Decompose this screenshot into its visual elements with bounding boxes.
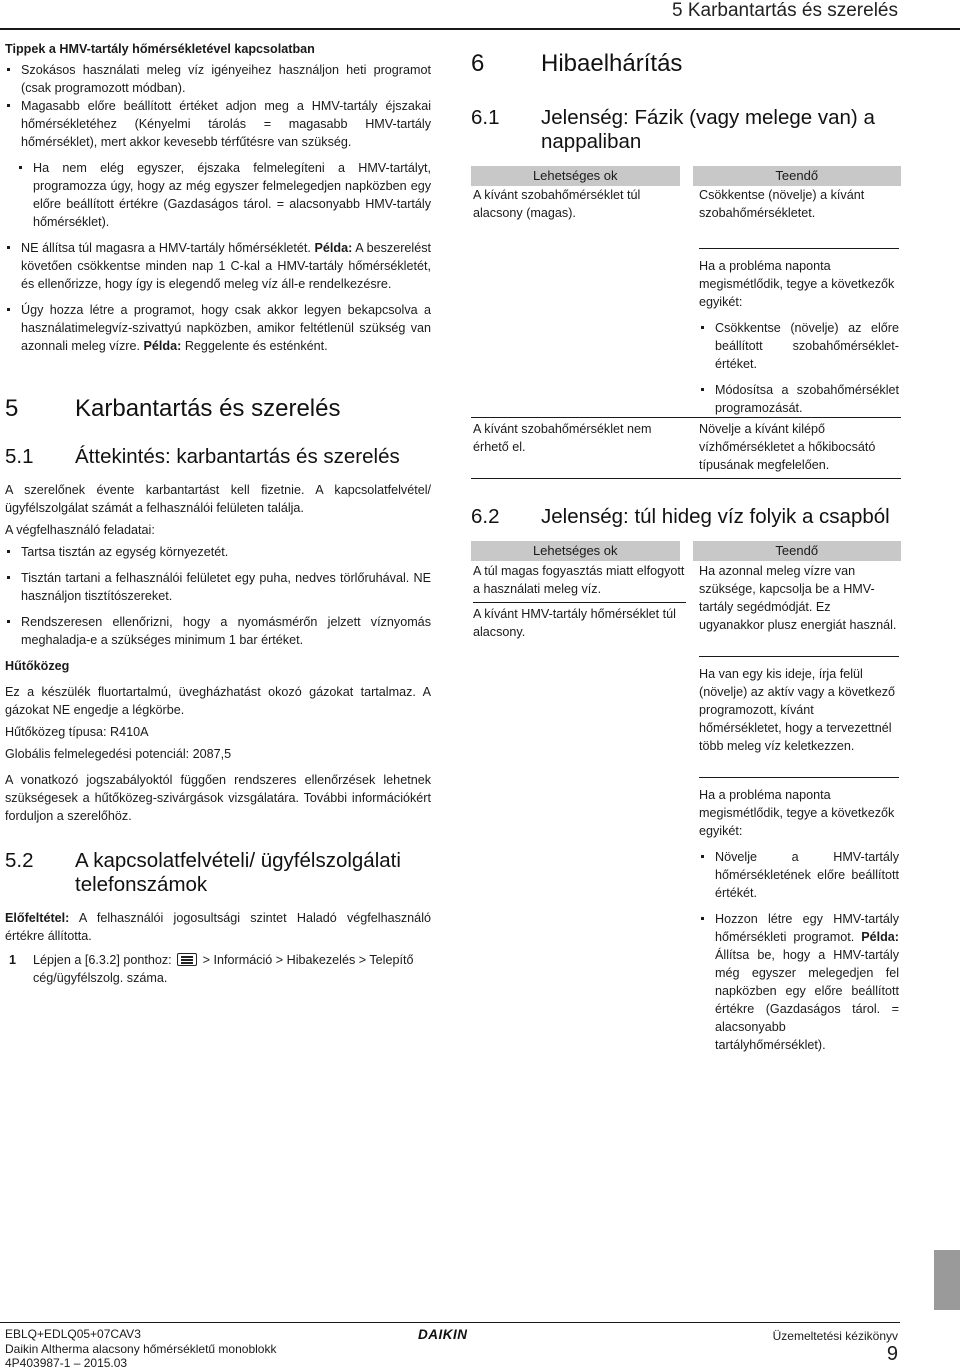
- paragraph: Globális felmelegedési potenciál: 2087,5: [5, 747, 232, 761]
- table-row: [471, 186, 901, 418]
- item-text: A beszerelést követően csökkentse minden nap 1 C-kal a HMV-tartály hőmérsékletét, és ellenőrizze, hogy így is elegendő meleg víz áll-e rendelkezésre.: [21, 241, 431, 291]
- table-cell-action: [686, 561, 901, 1054]
- table-cell-cause: A kívánt szobahőmérséklet túl alacsony (magas).: [471, 186, 686, 418]
- list-item: Tisztán tartani a felhasználói felületet egy puha, nedves törlőruhával. NE használjon tisztítószereket.: [5, 569, 431, 605]
- table-cell-action: Növelje a kívánt kilépő vízhőmérsékletet a hőkibocsátó típusának megfelelően.: [686, 418, 901, 479]
- paragraph: A végfelhasználó feladatai:: [5, 523, 155, 537]
- footer-info: [5, 1327, 276, 1370]
- tips-title: Tippek a HMV-tartály hőmérsékletével kapcsolatban: [5, 42, 315, 56]
- action-text: Ha a probléma naponta megismétlődik, tegye a következők egyikét:: [699, 788, 895, 838]
- list-item: Ha nem elég egyszer, éjszaka felmelegíteni a HMV-tartályt, programozza úgy, hogy az még egyszer felmelegedjen napközben egy előre beállított értékre (Gazdaságos tárol. = alacsonyabb HMV-tartály hőmérséklet).: [17, 159, 431, 231]
- troubleshoot-table-2: [471, 541, 901, 1054]
- table-cell-cause: A kívánt szobahőmérséklet nem érhető el.: [471, 418, 686, 479]
- footer-manual-title: Üzemeltetési kézikönyv: [772, 1329, 898, 1343]
- action-block: Ha van egy kis ideje, írja felül (növelje) az aktív vagy a következő programozott, kívánt hőmérsékletet, hogy a tervezettnél több meleg víz keletkezzen.: [699, 657, 899, 778]
- prerequisite: [5, 909, 431, 945]
- header-rule: [0, 28, 960, 30]
- step-text-a: Lépjen a [6.3.2] ponthoz:: [33, 953, 172, 967]
- paragraph: A vonatkozó jogszabályoktól függően rendszeres ellenőrzések lehetnek szükségesek a hűtőközeg-szivárgások vizsgálatára. További információkért forduljon a szerelőhöz.: [5, 773, 431, 823]
- list-item: Magasabb előre beállított értéket adjon meg a HMV-tartály éjszakai hőmérsékletéhez (Kényelmi tárolás = magasabb HMV-tartály hőmérséklet), mert akkor kevesebb térfűtésre van szükség.: [5, 97, 431, 151]
- menu-icon: [177, 953, 197, 966]
- list-item: Szokásos használati meleg víz igényeihez használjon heti programot (csak programozott módban).: [5, 61, 431, 97]
- footer-model: EBLQ+EDLQ05+07CAV3: [5, 1327, 141, 1341]
- paragraph: Hűtőközeg típusa: R410A: [5, 725, 149, 739]
- section-title: Jelenség: túl hideg víz folyik a csapból: [541, 505, 890, 528]
- paragraph: Ez a készülék fluortartalmú, üvegházhatást okozó gázokat tartalmaz. A gázokat NE engedje a légkörbe.: [5, 685, 431, 717]
- column-header-cause: Lehetséges ok: [471, 166, 686, 186]
- section-number: 5.2: [5, 849, 34, 872]
- list-item: Csökkentse (növelje) az előre beállított szobahőmérséklet-értéket.: [699, 319, 899, 373]
- table-row: [471, 418, 901, 479]
- side-tab-marker: [934, 1250, 960, 1310]
- footer-rule: [0, 1322, 900, 1323]
- example-label: Példa:: [143, 339, 182, 353]
- footer-product: Daikin Altherma alacsony hőmérsékletű monoblokk: [5, 1341, 277, 1356]
- section-title: A kapcsolatfelvételi/ ügyfélszolgálati telefonszámok: [75, 849, 401, 896]
- section-number: 6.2: [471, 505, 500, 528]
- section-5-2-heading: [5, 849, 431, 897]
- prerequisite-label: Előfeltétel:: [5, 911, 70, 925]
- column-header-action: Teendő: [686, 166, 901, 186]
- action-block: Csökkentse (növelje) a kívánt szobahőmérsékletet.: [699, 186, 899, 249]
- prerequisite-text: A felhasználói jogosultsági szintet Haladó végfelhasználó értékre állította.: [5, 911, 431, 943]
- step-text: [33, 951, 431, 987]
- list-item: [699, 910, 899, 1054]
- footer-doc-id: 4P403987-1 – 2015.03: [5, 1356, 128, 1370]
- section-title: Jelenség: Fázik (vagy melege van) a nappaliban: [541, 106, 875, 153]
- section-number: 5.1: [5, 445, 34, 468]
- section-title: Karbantartás és szerelés: [75, 395, 341, 422]
- tips-list-2: [5, 239, 431, 355]
- section-6-1-heading: [471, 106, 901, 154]
- action-block: [699, 249, 899, 417]
- section-number: 6.1: [471, 106, 500, 129]
- list-item: [5, 239, 431, 293]
- right-column: [471, 40, 901, 1054]
- section-6-2-heading: [471, 505, 901, 529]
- refrigerant-heading: Hűtőközeg: [5, 659, 70, 673]
- section-title: Áttekintés: karbantartás és szerelés: [75, 445, 400, 468]
- section-title: Hibaelhárítás: [541, 50, 683, 77]
- list-item: Növelje a HMV-tartály hőmérsékletének előre beállított értékét.: [699, 848, 899, 902]
- table-row: [471, 561, 901, 1054]
- cause-block: A túl magas fogyasztás miatt elfogyott a használati meleg víz.: [473, 562, 686, 603]
- tips-sublist: [5, 159, 431, 231]
- action-text: Ha a probléma naponta megismétlődik, tegye a következők egyikét:: [699, 259, 895, 309]
- example-label: Példa:: [314, 241, 353, 255]
- user-tasks-list: [5, 543, 431, 649]
- item-text: Reggelente és esténként.: [184, 339, 328, 353]
- step-number: 1: [9, 953, 17, 967]
- troubleshoot-table-1: [471, 166, 901, 479]
- page-number: 9: [886, 1343, 898, 1365]
- daikin-logo: DAIKIN: [418, 1327, 468, 1342]
- running-header: 5 Karbantartás és szerelés: [671, 0, 898, 21]
- action-list: [699, 848, 899, 1054]
- step: [5, 951, 431, 987]
- example-label: Példa:: [861, 930, 899, 944]
- cause-block: A kívánt HMV-tartály hőmérséklet túl alacsony.: [473, 607, 676, 639]
- item-text: Úgy hozza létre a programot, hogy csak akkor legyen bekapcsolva a használatimelegvíz-szivattyú napközben, amikor feltétlenül szükség van azonnali meleg vízre.: [21, 303, 431, 353]
- column-header-action: Teendő: [686, 541, 901, 561]
- step-text-b: > Információ > Hibakezelés > Telepítő cég/ügyfélszolg. száma.: [33, 953, 414, 985]
- item-text: Állítsa be, hogy a HMV-tartály még egyszer melegedjen fel napközben egy előre beállított értékre (Gazdaságos tárol. = alacsonyabb tartályhőmérséklet).: [715, 948, 899, 1052]
- table-cell-action: [686, 186, 901, 418]
- item-text: Hozzon létre egy HMV-tartály hőmérsékleti programot.: [715, 912, 899, 944]
- item-text: NE állítsa túl magasra a HMV-tartály hőmérsékletét.: [21, 241, 311, 255]
- action-block: [699, 778, 899, 1054]
- list-item: Módosítsa a szobahőmérséklet programozását.: [699, 381, 899, 417]
- column-header-cause: Lehetséges ok: [471, 541, 686, 561]
- left-column: [5, 40, 431, 987]
- section-5-heading: [5, 395, 431, 423]
- list-item: Rendszeresen ellenőrizni, hogy a nyomásmérőn jelzett víznyomás meghaladja-e a szükséges minimum 1 bar értéket.: [5, 613, 431, 649]
- table-cell-cause: [471, 561, 686, 1054]
- section-5-1-heading: [5, 445, 431, 469]
- action-block: Ha azonnal meleg vízre van szüksége, kapcsolja be a HMV-tartály segédmódját. Ez ugyanakkor plusz energiát használ.: [699, 562, 899, 657]
- paragraph: A szerelőnek évente karbantartást kell fizetnie. A kapcsolatfelvétel/ ügyfélszolgálat számát a felhasználói felületen találja.: [5, 483, 431, 515]
- action-list: [699, 319, 899, 417]
- section-number: 5: [5, 395, 19, 422]
- list-item: Tartsa tisztán az egység környezetét.: [5, 543, 431, 561]
- list-item: [5, 301, 431, 355]
- section-number: 6: [471, 50, 485, 77]
- tips-list: [5, 61, 431, 151]
- section-6-heading: [471, 50, 901, 78]
